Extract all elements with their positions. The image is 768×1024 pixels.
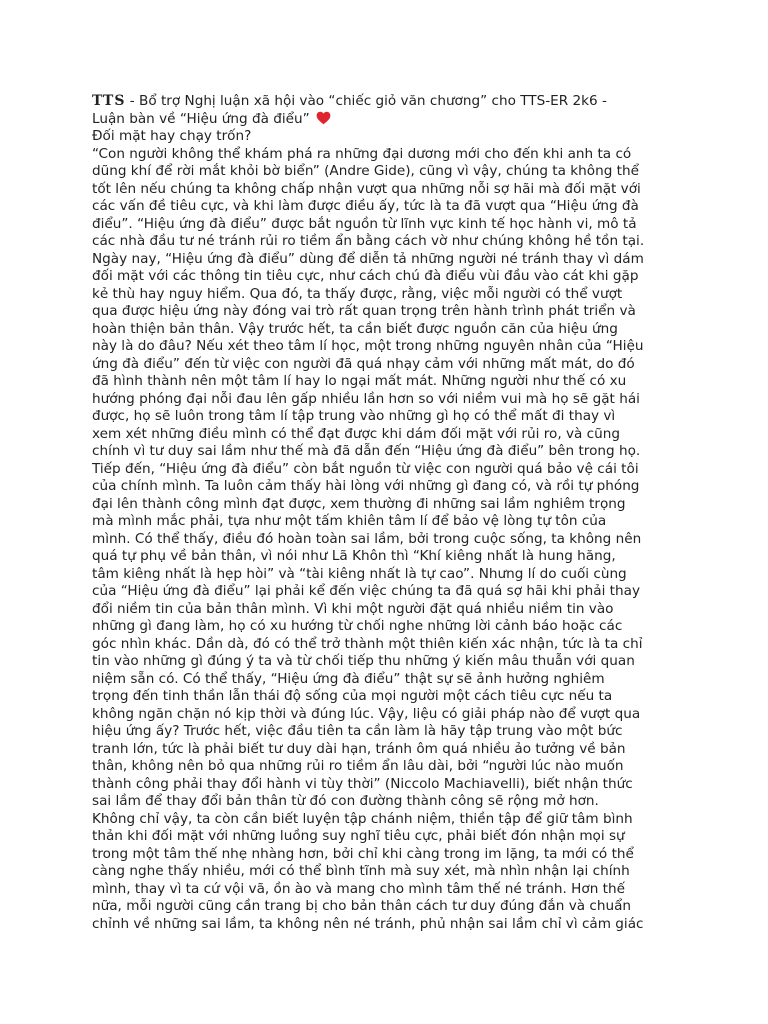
body-line: thân, không nên bỏ qua những rủi ro tiềm ẩn lâu dài, bởi “người lúc nào muốn	[92, 758, 624, 774]
body-line: quá tự phụ về bản thân, vì nói như Lã Khôn thì “Khí kiêng nhất là hung hăng,	[92, 548, 616, 564]
body-line: nữa, mỗi người cũng cần trang bị cho bản thân cách tư duy đúng đắn và chuẩn	[92, 898, 632, 914]
body-text	[92, 146, 692, 934]
body-line: điểu”. “Hiệu ứng đà điểu” được bắt nguồn từ lĩnh vực kinh tế học hành vi, mô tả	[92, 215, 637, 232]
body-line: niệm sẵn có. Có thể thấy, “Hiệu ứng đà điểu” thật sự sẽ ảnh hưởng nghiêm	[92, 670, 605, 687]
body-line: trọng đến tinh thần lẫn thái độ sống của mọi người một cách tiêu cực nếu ta	[92, 688, 613, 704]
body-line: thành công phải thay đổi hành vi tùy thời” (Niccolo Machiavelli), biết nhận thức	[92, 775, 633, 792]
body-line: mình, thay vì ta cứ vội vã, ồn ào và mang cho mình tâm thế né tránh. Hơn thế	[92, 880, 625, 897]
body-line: qua được hiệu ứng này đóng vai trò rất quan trọng trên hành trình phát triển và	[92, 303, 636, 319]
body-line: mình. Có thể thấy, điều đó hoàn toàn sai lầm, bởi trong cuộc sống, ta không nên	[92, 530, 642, 547]
body-line: mà mình mắc phải, tựa như một tấm khiên tâm lí để bảo vệ lòng tự tôn của	[92, 513, 607, 529]
brand-name: TTS	[92, 93, 126, 109]
body-line: các vấn đề tiêu cực, và khi làm được điều ấy, tức là ta đã vượt qua “Hiệu ứng đà	[92, 198, 639, 214]
body-line: ứng đà điểu” đến từ việc con người đã quá nhạy cảm với những mất mát, do đó	[92, 355, 635, 372]
body-line: đã hình thành nên một tâm lí hay lo ngại mất mát. Những người như thế có xu	[92, 373, 627, 389]
body-line: được, họ sẽ luôn trong tâm lí tập trung vào những gì họ có thể mất đi thay vì	[92, 408, 616, 424]
body-line: tin vào những gì đúng ý ta và từ chối tiếp thu những ý kiến mâu thuẫn với quan	[92, 653, 635, 669]
body-line: góc nhìn khác. Dần dà, đó có thể trở thành một thiên kiến xác nhận, tức là ta chỉ	[92, 635, 643, 652]
body-line: đổi niềm tin của bản thân mình. Vì khi một người đặt quá nhiều niềm tin vào	[92, 600, 614, 617]
body-line: này là do đâu? Nếu xét theo tâm lí học, một trong những nguyên nhân của “Hiệu	[92, 338, 644, 354]
document-page	[92, 93, 692, 933]
body-line: xem xét những điều mình có thể đạt được khi dám đối mặt với rủi ro, và cũng	[92, 425, 621, 442]
body-line: Không chỉ vậy, ta còn cần biết luyện tập chánh niệm, thiền tập để giữ tâm bình	[92, 810, 633, 827]
body-line: tranh lớn, tức là phải biết tư duy dài hạn, tránh ôm quá nhiều ảo tưởng về bản	[92, 740, 626, 757]
body-line: những gì đang làm, họ có xu hướng từ chối nghe những lời cảnh báo hoặc các	[92, 618, 623, 634]
title-text-2: Luận bàn về “Hiệu ứng đà điểu”	[92, 110, 314, 127]
body-line: thản khi đối mặt với những luồng suy nghĩ tiêu cực, phải biết đón nhận mọi sự	[92, 828, 625, 844]
body-line: dũng khí để rời mắt khỏi bờ biển” (Andre Gide), cũng vì vậy, chúng ta không thể	[92, 163, 639, 179]
body-line: hiệu ứng ấy? Trước hết, việc đầu tiên ta cần làm là hãy tập trung vào một bức	[92, 723, 623, 739]
body-line: chỉnh về những sai lầm, ta không nên né tránh, phủ nhận sai lầm chỉ vì cảm giác	[92, 915, 644, 932]
title-line	[92, 93, 692, 111]
body-line: kẻ thù hay nguy hiểm. Qua đó, ta thấy được, rằng, việc mỗi người có thể vượt	[92, 285, 623, 302]
body-line: trong một tâm thế nhẹ nhàng hơn, bởi chỉ khi càng trong im lặng, ta mới có thể	[92, 845, 634, 862]
heart-icon	[316, 111, 331, 125]
body-line: chính vì tư duy sai lầm như thế mà đã dẫn đến “Hiệu ứng đà điểu” bên trong họ.	[92, 443, 641, 459]
body-line: của “Hiệu ứng đà điểu” lại phải kể đến việc chúng ta đã quá sợ hãi khi phải thay	[92, 583, 640, 599]
subtitle: Đối mặt hay chạy trốn?	[92, 128, 252, 144]
body-line: hướng phóng đại nỗi đau lên gấp nhiều lần hơn so với niềm vui mà họ sẽ gặt hái	[92, 390, 640, 407]
body-line: đối mặt với các thông tin tiêu cực, như cách chú đà điểu vùi đầu vào cát khi gặp	[92, 268, 639, 284]
body-line: càng nghe thấy nhiều, mới có thể bình tĩnh mà suy xét, mà nhìn nhận lại chính	[92, 863, 630, 879]
body-line: của chính mình. Ta luôn cảm thấy hài lòng với những gì đang có, và rồi tự phóng	[92, 478, 640, 494]
body-line: sai lầm để thay đổi bản thân từ đó con đường thành công sẽ rộng mở hơn.	[92, 793, 599, 809]
body-line: tốt lên nếu chúng ta không chấp nhận vượt qua những nỗi sợ hãi mà đối mặt với	[92, 180, 641, 197]
body-line: Tiếp đến, “Hiệu ứng đà điểu” còn bắt nguồn từ việc con người quá bảo vệ cái tôi	[92, 460, 639, 477]
body-line: đại lên thành công mình đạt được, xem thường đi những sai lầm nghiêm trọng	[92, 495, 626, 512]
body-line: các nhà đầu tư né tránh rủi ro tiềm ẩn bằng cách vờ như chúng không hề tồn tại.	[92, 233, 645, 249]
title-text: - Bổ trợ Nghị luận xã hội vào “chiếc giỏ văn chương” cho TTS-ER 2k6 -	[125, 93, 607, 109]
body-line: “Con người không thể khám phá ra những đại dương mới cho đến khi anh ta có	[92, 145, 632, 162]
body-line: tâm kiêng nhất là hẹp hòi” và “tài kiêng nhất là tự cao”. Nhưng lí do cuối cùng	[92, 565, 627, 582]
body-line: không ngăn chặn nó kịp thời và đúng lúc. Vậy, liệu có giải pháp nào để vượt qua	[92, 705, 641, 722]
body-line: hoàn thiện bản thân. Vậy trước hết, ta cần biết được nguồn căn của hiệu ứng	[92, 320, 618, 337]
title-line-2	[92, 111, 692, 129]
body-line: Ngày nay, “Hiệu ứng đà điểu” dùng để diễn tả những người né tránh thay vì dám	[92, 250, 644, 267]
